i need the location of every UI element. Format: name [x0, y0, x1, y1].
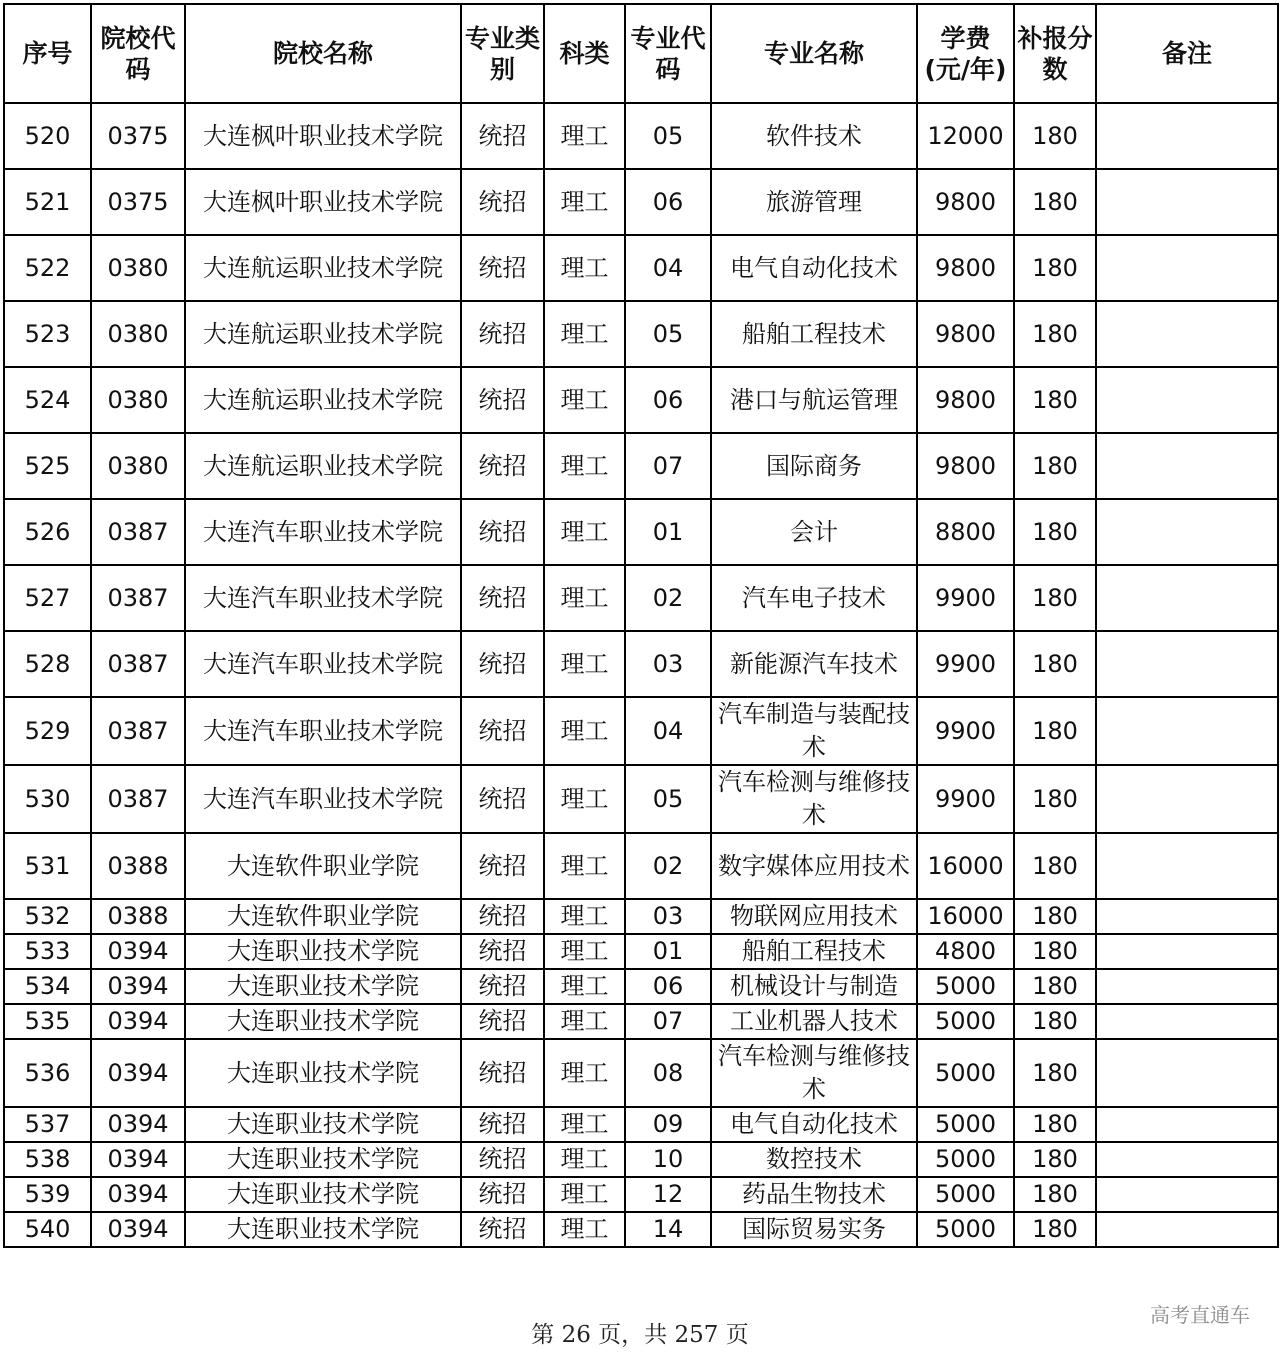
column-header: 备注 — [1096, 4, 1278, 103]
table-cell: 统招 — [461, 899, 544, 934]
table-cell: 0388 — [91, 833, 185, 899]
table-cell: 汽车检测与维修技术 — [711, 765, 917, 833]
table-cell: 8800 — [917, 499, 1014, 565]
table-cell: 12000 — [917, 103, 1014, 169]
table-row — [4, 934, 1278, 969]
table-cell: 9900 — [917, 565, 1014, 631]
table-cell: 理工 — [544, 1212, 625, 1247]
table-row — [4, 433, 1278, 499]
table-cell: 统招 — [461, 631, 544, 697]
table-cell: 统招 — [461, 433, 544, 499]
table-cell: 理工 — [544, 301, 625, 367]
column-header: 院校代码 — [91, 4, 185, 103]
table-cell: 大连职业技术学院 — [185, 1107, 461, 1142]
table-cell: 5000 — [917, 1177, 1014, 1212]
table-cell: 0394 — [91, 969, 185, 1004]
table-cell: 5000 — [917, 1004, 1014, 1039]
table-cell: 10 — [625, 1142, 711, 1177]
table-cell: 理工 — [544, 697, 625, 765]
table-cell: 0380 — [91, 235, 185, 301]
table-cell: 大连汽车职业技术学院 — [185, 697, 461, 765]
table-cell: 数控技术 — [711, 1142, 917, 1177]
table-cell: 04 — [625, 235, 711, 301]
table-cell: 新能源汽车技术 — [711, 631, 917, 697]
table-cell: 180 — [1014, 899, 1096, 934]
table-cell: 528 — [4, 631, 91, 697]
table-cell: 统招 — [461, 1107, 544, 1142]
table-cell — [1096, 499, 1278, 565]
table-cell: 大连汽车职业技术学院 — [185, 631, 461, 697]
table-cell: 537 — [4, 1107, 91, 1142]
column-header: 序号 — [4, 4, 91, 103]
table-cell: 国际商务 — [711, 433, 917, 499]
table-cell — [1096, 697, 1278, 765]
table-cell: 5000 — [917, 969, 1014, 1004]
table-cell: 02 — [625, 565, 711, 631]
table-cell: 理工 — [544, 1004, 625, 1039]
table-cell: 532 — [4, 899, 91, 934]
table-cell: 0394 — [91, 1212, 185, 1247]
table-cell: 0380 — [91, 367, 185, 433]
table-cell: 9800 — [917, 235, 1014, 301]
table-cell — [1096, 833, 1278, 899]
table-cell — [1096, 1142, 1278, 1177]
table-cell: 5000 — [917, 1212, 1014, 1247]
table-cell: 9900 — [917, 765, 1014, 833]
table-cell: 统招 — [461, 765, 544, 833]
table-cell: 0380 — [91, 301, 185, 367]
table-cell: 4800 — [917, 934, 1014, 969]
table-cell: 大连职业技术学院 — [185, 1004, 461, 1039]
table-cell: 汽车制造与装配技术 — [711, 697, 917, 765]
table-cell: 船舶工程技术 — [711, 934, 917, 969]
table-cell: 大连航运职业技术学院 — [185, 301, 461, 367]
table-cell: 港口与航运管理 — [711, 367, 917, 433]
table-cell — [1096, 565, 1278, 631]
table-cell: 理工 — [544, 1177, 625, 1212]
table-cell: 大连航运职业技术学院 — [185, 367, 461, 433]
table-cell: 统招 — [461, 1039, 544, 1107]
table-cell: 9900 — [917, 697, 1014, 765]
table-cell: 统招 — [461, 1212, 544, 1247]
column-header: 科类 — [544, 4, 625, 103]
table-cell: 524 — [4, 367, 91, 433]
table-cell: 9800 — [917, 367, 1014, 433]
table-cell: 软件技术 — [711, 103, 917, 169]
table-cell: 02 — [625, 833, 711, 899]
table-cell: 理工 — [544, 1107, 625, 1142]
table-row — [4, 1004, 1278, 1039]
table-cell: 理工 — [544, 499, 625, 565]
table-cell: 9800 — [917, 301, 1014, 367]
table-row — [4, 1039, 1278, 1107]
table-cell: 统招 — [461, 934, 544, 969]
table-header — [4, 4, 1278, 103]
table-cell — [1096, 1177, 1278, 1212]
column-header: 专业名称 — [711, 4, 917, 103]
table-cell: 12 — [625, 1177, 711, 1212]
table-cell: 电气自动化技术 — [711, 235, 917, 301]
table-cell: 旅游管理 — [711, 169, 917, 235]
table-row — [4, 969, 1278, 1004]
table-cell: 521 — [4, 169, 91, 235]
table-cell — [1096, 301, 1278, 367]
table-cell: 16000 — [917, 899, 1014, 934]
table-cell: 09 — [625, 1107, 711, 1142]
table-row — [4, 103, 1278, 169]
table-cell: 538 — [4, 1142, 91, 1177]
table-cell: 180 — [1014, 969, 1096, 1004]
table-cell: 180 — [1014, 367, 1096, 433]
table-cell: 0394 — [91, 1142, 185, 1177]
table-cell: 0387 — [91, 499, 185, 565]
table-row — [4, 367, 1278, 433]
table-cell: 汽车检测与维修技术 — [711, 1039, 917, 1107]
table-cell: 统招 — [461, 1004, 544, 1039]
table-cell: 525 — [4, 433, 91, 499]
table-cell — [1096, 367, 1278, 433]
table-cell: 大连职业技术学院 — [185, 1039, 461, 1107]
table-cell: 统招 — [461, 1177, 544, 1212]
table-cell: 03 — [625, 899, 711, 934]
column-header: 院校名称 — [185, 4, 461, 103]
table-cell — [1096, 765, 1278, 833]
table-cell — [1096, 1004, 1278, 1039]
table-cell: 05 — [625, 765, 711, 833]
table-cell: 180 — [1014, 169, 1096, 235]
table-cell: 06 — [625, 969, 711, 1004]
table-cell: 大连汽车职业技术学院 — [185, 765, 461, 833]
header-row — [4, 4, 1278, 103]
table-cell: 180 — [1014, 1039, 1096, 1107]
table-cell: 180 — [1014, 499, 1096, 565]
table-cell: 180 — [1014, 631, 1096, 697]
table-cell: 14 — [625, 1212, 711, 1247]
table-cell: 理工 — [544, 565, 625, 631]
table-cell: 01 — [625, 499, 711, 565]
table-cell — [1096, 899, 1278, 934]
table-cell: 03 — [625, 631, 711, 697]
table-cell: 08 — [625, 1039, 711, 1107]
table-row — [4, 1177, 1278, 1212]
table-row — [4, 169, 1278, 235]
table-cell: 理工 — [544, 367, 625, 433]
table-cell: 大连枫叶职业技术学院 — [185, 169, 461, 235]
watermark-text: 高考直通车 — [1150, 1303, 1250, 1327]
table-cell: 理工 — [544, 899, 625, 934]
table-cell — [1096, 1107, 1278, 1142]
table-cell: 526 — [4, 499, 91, 565]
table-cell: 180 — [1014, 765, 1096, 833]
table-cell: 0394 — [91, 1004, 185, 1039]
table-cell: 理工 — [544, 631, 625, 697]
table-cell: 07 — [625, 433, 711, 499]
table-cell: 180 — [1014, 1177, 1096, 1212]
table-cell: 统招 — [461, 235, 544, 301]
table-cell: 大连枫叶职业技术学院 — [185, 103, 461, 169]
table-cell: 会计 — [711, 499, 917, 565]
table-cell: 理工 — [544, 1039, 625, 1107]
table-cell: 大连汽车职业技术学院 — [185, 499, 461, 565]
table-cell: 0394 — [91, 1107, 185, 1142]
table-cell: 180 — [1014, 235, 1096, 301]
table-row — [4, 1212, 1278, 1247]
table-cell: 5000 — [917, 1107, 1014, 1142]
table-cell: 180 — [1014, 934, 1096, 969]
table-cell: 0394 — [91, 934, 185, 969]
table-cell: 180 — [1014, 103, 1096, 169]
table-row — [4, 301, 1278, 367]
table-cell: 大连汽车职业技术学院 — [185, 565, 461, 631]
table-cell: 统招 — [461, 367, 544, 433]
table-cell: 统招 — [461, 499, 544, 565]
table-cell: 大连职业技术学院 — [185, 934, 461, 969]
table-cell: 0387 — [91, 565, 185, 631]
table-cell: 理工 — [544, 235, 625, 301]
table-cell: 0394 — [91, 1039, 185, 1107]
table-cell: 物联网应用技术 — [711, 899, 917, 934]
column-header: 专业类别 — [461, 4, 544, 103]
table-cell — [1096, 631, 1278, 697]
table-cell: 0375 — [91, 169, 185, 235]
table-cell: 大连职业技术学院 — [185, 1142, 461, 1177]
table-body — [4, 103, 1278, 1247]
table-cell: 0380 — [91, 433, 185, 499]
table-cell — [1096, 969, 1278, 1004]
table-cell: 527 — [4, 565, 91, 631]
table-cell: 0387 — [91, 631, 185, 697]
table-row — [4, 235, 1278, 301]
table-cell: 9800 — [917, 169, 1014, 235]
table-cell: 180 — [1014, 301, 1096, 367]
table-cell: 06 — [625, 169, 711, 235]
table-cell: 理工 — [544, 765, 625, 833]
table-cell: 统招 — [461, 565, 544, 631]
table-cell: 理工 — [544, 103, 625, 169]
table-cell: 统招 — [461, 969, 544, 1004]
table-cell: 0375 — [91, 103, 185, 169]
table-cell: 5000 — [917, 1039, 1014, 1107]
column-header: 补报分数 — [1014, 4, 1096, 103]
table-row — [4, 1107, 1278, 1142]
table-cell — [1096, 1212, 1278, 1247]
table-cell: 180 — [1014, 1107, 1096, 1142]
table-cell: 统招 — [461, 833, 544, 899]
table-cell: 大连职业技术学院 — [185, 969, 461, 1004]
table-cell: 180 — [1014, 833, 1096, 899]
table-cell: 520 — [4, 103, 91, 169]
table-row — [4, 631, 1278, 697]
table-cell — [1096, 235, 1278, 301]
table-cell: 0394 — [91, 1177, 185, 1212]
table-cell: 理工 — [544, 934, 625, 969]
table-row — [4, 833, 1278, 899]
table-cell — [1096, 433, 1278, 499]
table-cell: 0388 — [91, 899, 185, 934]
table-cell: 统招 — [461, 169, 544, 235]
column-header: 学费(元/年) — [917, 4, 1014, 103]
table-cell: 工业机器人技术 — [711, 1004, 917, 1039]
table-row — [4, 765, 1278, 833]
table-cell: 大连航运职业技术学院 — [185, 433, 461, 499]
column-header: 专业代码 — [625, 4, 711, 103]
table-row — [4, 1142, 1278, 1177]
admissions-table — [3, 3, 1279, 1248]
table-cell: 529 — [4, 697, 91, 765]
table-cell: 01 — [625, 934, 711, 969]
table-cell: 数字媒体应用技术 — [711, 833, 917, 899]
table-row — [4, 565, 1278, 631]
table-cell: 539 — [4, 1177, 91, 1212]
table-cell: 药品生物技术 — [711, 1177, 917, 1212]
table-cell: 531 — [4, 833, 91, 899]
table-cell: 180 — [1014, 1212, 1096, 1247]
table-cell: 大连软件职业学院 — [185, 833, 461, 899]
table-cell: 180 — [1014, 1142, 1096, 1177]
table-cell: 统招 — [461, 103, 544, 169]
table-cell: 180 — [1014, 565, 1096, 631]
table-cell: 06 — [625, 367, 711, 433]
table-cell: 16000 — [917, 833, 1014, 899]
table-cell: 统招 — [461, 301, 544, 367]
page-number: 第 26 页，共 257 页 — [531, 1322, 749, 1348]
table-cell: 530 — [4, 765, 91, 833]
table-cell: 9900 — [917, 631, 1014, 697]
table-cell: 535 — [4, 1004, 91, 1039]
table-cell — [1096, 169, 1278, 235]
table-cell: 理工 — [544, 169, 625, 235]
table-cell: 07 — [625, 1004, 711, 1039]
table-cell — [1096, 934, 1278, 969]
table-cell: 534 — [4, 969, 91, 1004]
table-row — [4, 499, 1278, 565]
table-cell: 统招 — [461, 1142, 544, 1177]
table-cell: 0387 — [91, 697, 185, 765]
table-cell: 大连职业技术学院 — [185, 1212, 461, 1247]
table-cell: 180 — [1014, 433, 1096, 499]
table-cell: 523 — [4, 301, 91, 367]
table-cell: 5000 — [917, 1142, 1014, 1177]
table-cell: 536 — [4, 1039, 91, 1107]
table-cell: 理工 — [544, 1142, 625, 1177]
table-cell: 522 — [4, 235, 91, 301]
table-cell: 船舶工程技术 — [711, 301, 917, 367]
table-cell: 大连航运职业技术学院 — [185, 235, 461, 301]
table-cell — [1096, 103, 1278, 169]
table-cell: 电气自动化技术 — [711, 1107, 917, 1142]
table-cell: 汽车电子技术 — [711, 565, 917, 631]
table-cell: 05 — [625, 301, 711, 367]
table-cell: 05 — [625, 103, 711, 169]
table-cell: 04 — [625, 697, 711, 765]
table-cell: 533 — [4, 934, 91, 969]
table-cell: 国际贸易实务 — [711, 1212, 917, 1247]
table-cell: 大连职业技术学院 — [185, 1177, 461, 1212]
table-cell: 540 — [4, 1212, 91, 1247]
table-row — [4, 697, 1278, 765]
table-cell: 统招 — [461, 697, 544, 765]
table-cell: 9800 — [917, 433, 1014, 499]
table-cell: 0387 — [91, 765, 185, 833]
table-cell — [1096, 1039, 1278, 1107]
table-cell: 理工 — [544, 833, 625, 899]
table-cell: 大连软件职业学院 — [185, 899, 461, 934]
table-cell: 180 — [1014, 697, 1096, 765]
table-cell: 理工 — [544, 969, 625, 1004]
table-cell: 机械设计与制造 — [711, 969, 917, 1004]
table-row — [4, 899, 1278, 934]
table-cell: 180 — [1014, 1004, 1096, 1039]
table-cell: 理工 — [544, 433, 625, 499]
